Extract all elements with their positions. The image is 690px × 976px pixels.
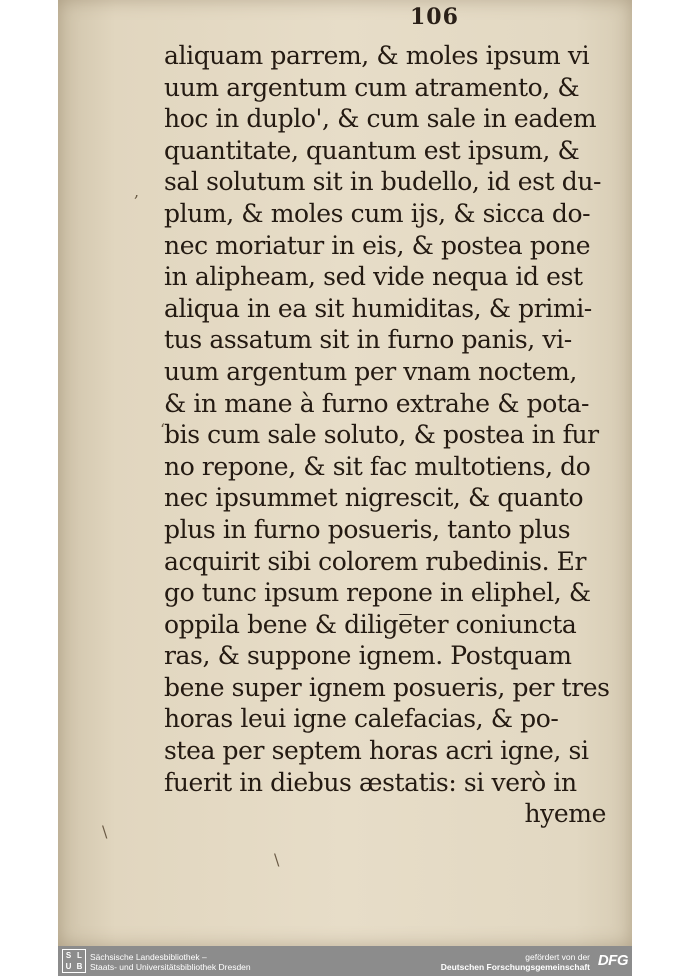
text-line: sal solutum sit in budello, id est du- xyxy=(164,167,602,197)
text-line: plus in furno posueris, tanto plus xyxy=(164,514,571,544)
text-line: nec ipsummet nigrescit, & quanto xyxy=(164,483,584,513)
dfg-logo: DFG xyxy=(597,952,628,969)
text-line: plum, & moles cum ijs, & sicca do- xyxy=(164,198,591,228)
page-number: 106 xyxy=(410,4,459,30)
text-line: fuerit in diebus æstatis: si verò in xyxy=(164,767,577,797)
margin-mark: \ xyxy=(274,850,280,869)
text-line: uum argentum cum atramento, & xyxy=(164,72,580,102)
text-line: acquirit sibi colorem rubedinis. Er xyxy=(164,546,587,576)
text-line: & in mane à furno extrahe & pota- xyxy=(164,388,590,418)
library-name: Sächsische Landesbibliothek – Staats- und Universitätsbibliothek Dresden xyxy=(90,952,251,972)
text-line: no repone, & sit fac multotiens, do xyxy=(164,451,591,481)
text-line: horas leui igne calefacias, & po- xyxy=(164,704,559,734)
text-line: go tunc ipsum repone in eliphel, & xyxy=(164,578,591,608)
text-line: bene super ignem posueris, per tres xyxy=(164,672,610,702)
margin-mark: , xyxy=(134,182,140,201)
margin-mark: \ xyxy=(102,822,108,841)
text-line: ras, & suppone ignem. Postquam xyxy=(164,641,572,671)
text-line: oppila bene & dilige̅ter coniuncta xyxy=(164,609,577,639)
text-line: aliquam parrem, & moles ipsum vi xyxy=(164,41,590,70)
book-page xyxy=(58,0,632,946)
funder-text: gefördert von der Deutschen Forschungsgemeinschaft xyxy=(440,952,590,972)
slub-logo: S L U B xyxy=(62,949,86,973)
text-line: bis cum sale soluto, & postea in fur xyxy=(164,420,599,450)
footer-bar xyxy=(58,946,632,976)
text-line: stea per septem horas acri igne, si xyxy=(164,736,589,766)
catchword: hyeme xyxy=(524,799,606,829)
main-text xyxy=(164,40,634,830)
text-line: quantitate, quantum est ipsum, & xyxy=(164,135,580,165)
text-line: aliqua in ea sit humiditas, & primi- xyxy=(164,293,592,323)
text-line: in alipheam, sed vide nequa id est xyxy=(164,262,583,292)
text-line: hoc in duplo', & cum sale in eadem xyxy=(164,104,597,134)
text-line: nec moriatur in eis, & postea pone xyxy=(164,230,591,260)
text-line: uum argentum per vnam noctem, xyxy=(164,356,577,386)
text-line: tus assatum sit in furno panis, vi- xyxy=(164,325,572,355)
margin-mark: ‘ xyxy=(160,420,166,439)
